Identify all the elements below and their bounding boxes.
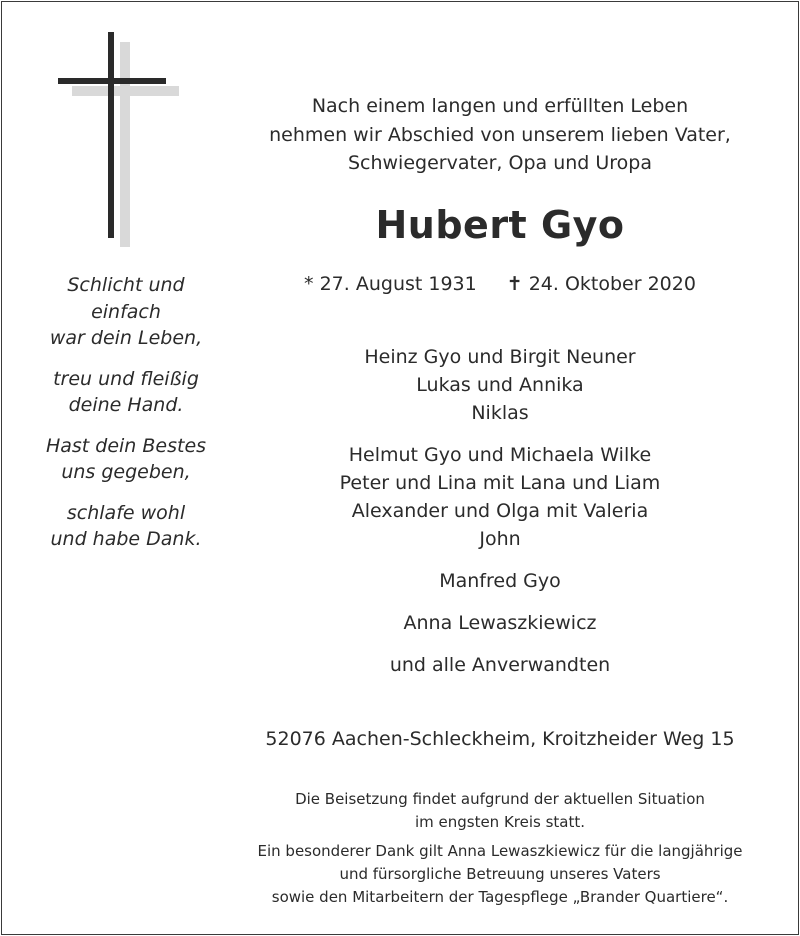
address: 52076 Aachen-Schleckheim, Kroitzheider Weg 15 (265, 728, 735, 750)
family-group: und alle Anverwandten (389, 654, 611, 676)
family-group: Anna Lewaszkiewicz (403, 612, 597, 634)
family-group: Manfred Gyo (439, 570, 561, 592)
poem-stanza: treu und fleißig deine Hand. (53, 367, 199, 416)
family-group: Helmut Gyo und Michaela Wilke Peter und Lina mit Lana und Liam Alexander und Olga mit Valeria John (339, 444, 661, 550)
death-date: 24. Oktober 2020 (528, 273, 696, 295)
family-list (220, 343, 780, 693)
death-cross-icon: ✝ (506, 273, 523, 295)
birth-date: * 27. August 1931 (304, 273, 477, 295)
notes (220, 788, 780, 915)
life-dates (220, 270, 780, 298)
poem-stanza: schlafe wohl und habe Dank. (50, 501, 202, 550)
funeral-note: Die Beisetzung findet aufgrund der aktuellen Situation im engsten Kreis statt. (295, 790, 705, 831)
deceased-name: Hubert Gyo (375, 203, 625, 247)
poem-stanza: Hast dein Bestes uns gegeben, (45, 434, 207, 483)
poem-stanza: Schlicht und einfach war dein Leben, (49, 274, 203, 349)
thanks-note: Ein besonderer Dank gilt Anna Lewaszkiewicz für die langjährige und fürsorgliche Betreuung unseres Vaters sowie den Mitarbeitern der Tagespflege „Brander Quartiere“. (257, 842, 743, 906)
intro-text: Nach einem langen und erfüllten Leben nehmen wir Abschied von unserem lieben Vater, Schwiegervater, Opa und Uropa (269, 95, 731, 174)
poem (20, 272, 232, 567)
cross-icon (56, 32, 186, 252)
family-group: Heinz Gyo und Birgit Neuner Lukas und Annika Niklas (364, 346, 636, 424)
